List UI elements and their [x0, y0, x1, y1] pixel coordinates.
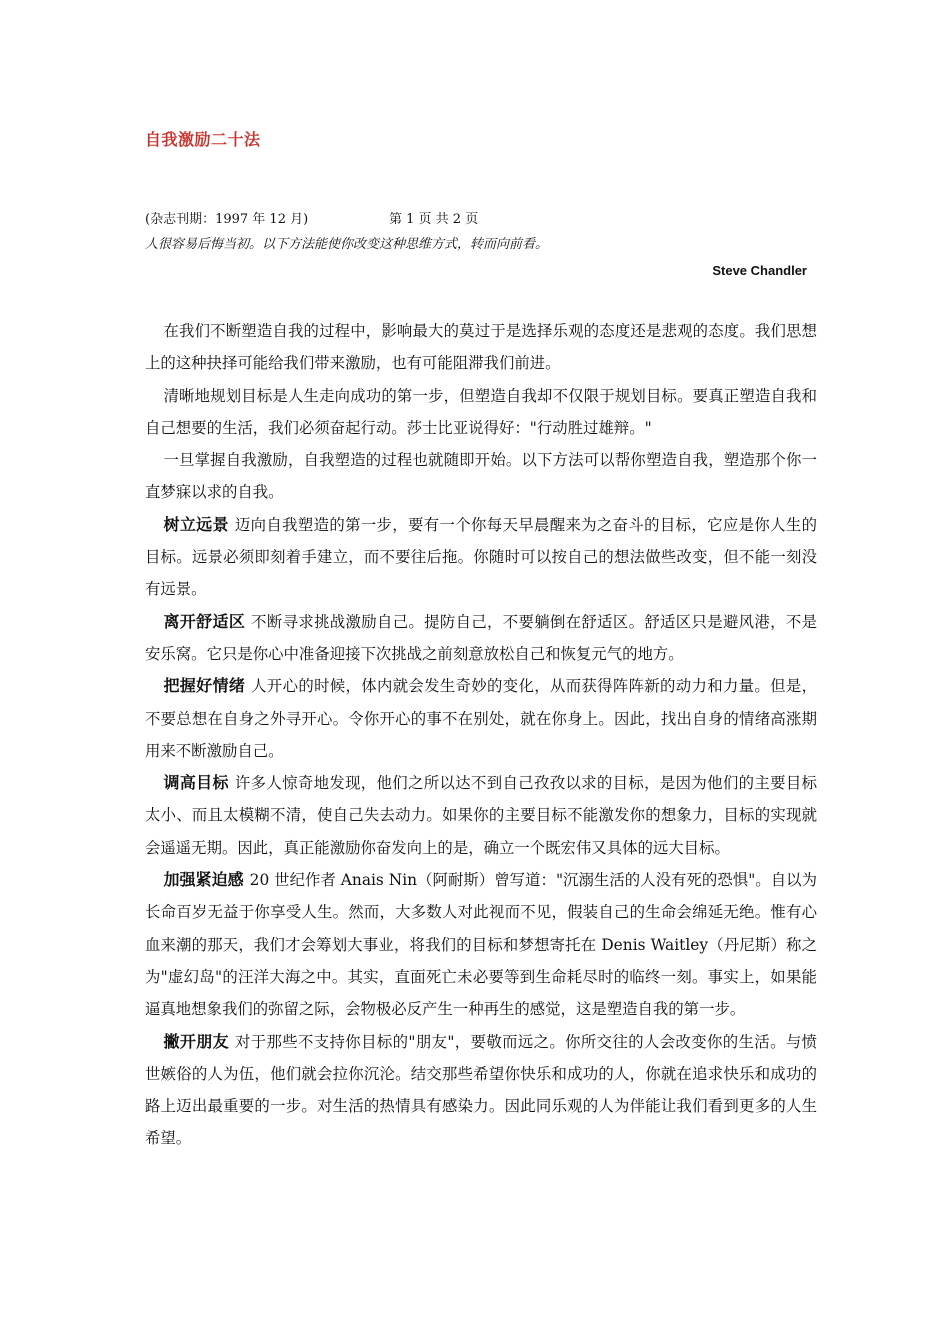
section-paragraph — [145, 864, 817, 1025]
section-heading: 把握好情绪 — [163, 676, 246, 696]
section-paragraph — [145, 767, 817, 864]
section-text: 许多人惊奇地发现，他们之所以达不到自己孜孜以求的目标，是因为他们的主要目标太小、而且太模糊不清，使自己失去动力。如果你的主要目标不能激发你的想象力，目标的实现就会遥遥无期。因此，真正能激励你奋发向上的是，确立一个既宏伟又具体的远大目标。 — [145, 774, 817, 857]
section-paragraph — [145, 1026, 817, 1155]
section-heading: 树立远景 — [163, 514, 229, 534]
section-paragraph — [145, 509, 817, 606]
section-text: 迈向自我塑造的第一步，要有一个你每天早晨醒来为之奋斗的目标，它应是你人生的目标。远景必须即刻着手建立，而不要往后拖。你随时可以按自己的想法做些改变，但不能一刻没有远景。 — [145, 515, 817, 599]
intro-paragraph: 一旦掌握自我激励，自我塑造的过程也就随即开始。以下方法可以帮你塑造自我，塑造那个你一直梦寐以求的自我。 — [145, 451, 817, 502]
section-text: 对于那些不支持你目标的"朋友"，要敬而远之。你所交往的人会改变你的生活。与愤世嫉俗的人为伍，他们就会拉你沉沦。结交那些希望你快乐和成功的人，你就在追求快乐和成功的路上迈出最重要的一步。对生活的热情具有感染力。因此同乐观的人为伴能让我们看到更多的人生希望。 — [145, 1032, 817, 1148]
article-title: 自我激励二十法 — [145, 130, 261, 149]
article-body — [145, 315, 817, 1155]
section-text: 20 世纪作者 Anais Nin（阿耐斯）曾写道："沉溺生活的人没有死的恐惧"。自以为长命百岁无益于你享受人生。然而，大多数人对此视而不见，假装自己的生命会绵延无绝。惟有心血来潮的那天，我们才会筹划大事业，将我们的目标和梦想寄托在 Denis Waitley（丹尼斯）称之为"虚幻岛"的汪洋大海之中。其实，直面死亡未必要等到生命耗尽时的临终一刻。事实上，如果能逼真地想象我们的弥留之际，会物极必反产生一种再生的感觉，这是塑造自我的第一步。 — [145, 871, 817, 1019]
issue-date: (杂志刊期：1997 年 12 月) — [145, 212, 309, 227]
section-text: 人开心的时候，体内就会发生奇妙的变化，从而获得阵阵新的动力和力量。但是，不要总想在自身之外寻开心。令你开心的事不在别处，就在你身上。因此，找出自身的情绪高涨期用来不断激励自己。 — [145, 677, 817, 760]
section-heading: 撇开朋友 — [163, 1031, 229, 1051]
section-paragraph — [145, 670, 817, 767]
intro-paragraph: 清晰地规划目标是人生走向成功的第一步，但塑造自我却不仅限于规划目标。要真正塑造自我和自己想要的生活，我们必须奋起行动。莎士比亚说得好："行动胜过雄辩。" — [145, 386, 817, 437]
section-text: 不断寻求挑战激励自己。提防自己，不要躺倒在舒适区。舒适区只是避风港，不是安乐窝。它只是你心中准备迎接下次挑战之前刻意放松自己和恢复元气的地方。 — [145, 612, 817, 663]
section-heading: 调高目标 — [163, 773, 229, 793]
article-author: Steve Chandler — [712, 263, 807, 278]
article-subtitle: 人很容易后悔当初。以下方法能使你改变这种思维方式，转而向前看。 — [145, 237, 549, 252]
intro-paragraph: 在我们不断塑造自我的过程中，影响最大的莫过于是选择乐观的态度还是悲观的态度。我们思想上的这种抉择可能给我们带来激励，也有可能阻滞我们前进。 — [145, 322, 817, 373]
article-meta — [145, 208, 815, 228]
section-paragraph — [145, 606, 817, 671]
section-heading: 加强紧迫感 — [163, 870, 244, 890]
section-heading: 离开舒适区 — [163, 611, 246, 631]
page-indicator: 第 1 页 共 2 页 — [389, 212, 479, 227]
